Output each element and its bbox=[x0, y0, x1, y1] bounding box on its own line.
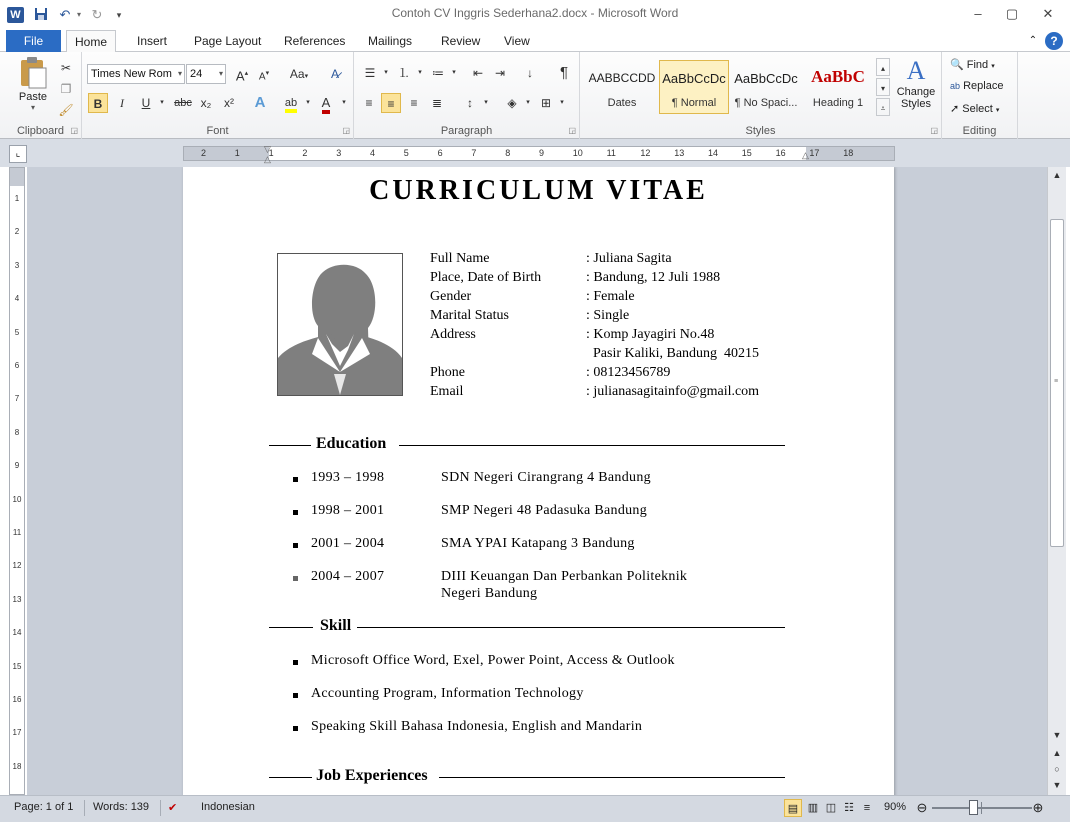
vertical-ruler-number: 11 bbox=[12, 528, 22, 537]
select-button[interactable]: ➚ Select ▾ bbox=[950, 103, 1000, 115]
info-label: Place, Date of Birth bbox=[430, 270, 542, 285]
vertical-ruler-number: 15 bbox=[12, 661, 22, 671]
undo-icon[interactable]: ↶ bbox=[59, 7, 71, 22]
bullet-icon bbox=[293, 576, 298, 581]
web-layout-icon[interactable]: ◫ bbox=[825, 802, 837, 814]
font-family-value: Times New Rom bbox=[91, 68, 172, 80]
style-heading-1[interactable] bbox=[803, 60, 873, 114]
text-effects-icon[interactable]: A bbox=[254, 94, 266, 111]
change-styles-label: Change Styles bbox=[896, 86, 936, 110]
tab-mailings[interactable]: Mailings bbox=[368, 34, 413, 48]
vertical-ruler-number: 7 bbox=[14, 394, 20, 404]
italic-button[interactable]: I bbox=[120, 96, 124, 110]
borders-icon[interactable]: ⊞ bbox=[540, 96, 552, 110]
education-section-header bbox=[269, 435, 785, 455]
section-rule bbox=[269, 445, 311, 446]
vertical-ruler-number: 4 bbox=[14, 294, 20, 304]
copy-icon[interactable]: ❐ bbox=[60, 82, 72, 96]
zoom-in-icon[interactable]: ⊕ bbox=[1032, 800, 1044, 815]
ribbon-tabs bbox=[0, 30, 1070, 52]
scroll-up-icon[interactable]: ▲ bbox=[1052, 170, 1062, 180]
replace-button[interactable] bbox=[950, 80, 1003, 92]
ruler-area bbox=[0, 139, 1070, 167]
info-value: : julianasagitainfo@gmail.com bbox=[586, 384, 760, 399]
bullet-icon bbox=[293, 693, 298, 698]
skill-text: Speaking Skill Bahasa Indonesia, English and Mandarin bbox=[311, 719, 643, 734]
tab-references[interactable]: References bbox=[284, 34, 346, 48]
underline-button[interactable]: U bbox=[141, 96, 151, 110]
font-family-combo[interactable] bbox=[87, 64, 185, 84]
chevron-down-icon: ▾ bbox=[177, 69, 182, 78]
paragraph-group-label: Paragraph bbox=[440, 125, 493, 137]
ruler-number: 11 bbox=[606, 148, 616, 158]
tab-review[interactable]: Review bbox=[441, 34, 481, 48]
education-years: 2004 – 2007 bbox=[311, 569, 385, 584]
tab-insert[interactable]: Insert bbox=[137, 34, 168, 48]
tab-page-layout[interactable]: Page Layout bbox=[194, 34, 262, 48]
minimize-ribbon-icon[interactable]: ⌃ bbox=[1028, 35, 1038, 46]
customize-qat-icon[interactable]: ▾ bbox=[116, 10, 122, 20]
tab-view[interactable]: View bbox=[504, 34, 530, 48]
grow-font-button[interactable]: A▴ bbox=[235, 68, 249, 84]
shrink-font-button[interactable]: A▾ bbox=[258, 70, 270, 83]
info-value: Pasir Kaliki, Bandung 40215 bbox=[586, 346, 760, 361]
paste-button[interactable] bbox=[14, 56, 52, 116]
shading-icon[interactable]: ◈ bbox=[507, 96, 517, 110]
vertical-ruler-number: 6 bbox=[14, 361, 20, 370]
highlight-dropdown-icon[interactable]: ▾ bbox=[306, 99, 310, 106]
info-label: Gender bbox=[430, 289, 472, 304]
vertical-ruler-number: 13 bbox=[12, 594, 22, 604]
education-school-line-2: Negeri Bandung bbox=[441, 586, 538, 601]
full-screen-reading-icon[interactable]: ▥ bbox=[807, 802, 819, 814]
info-value: : Female bbox=[586, 289, 635, 304]
vertical-ruler-number: 8 bbox=[14, 427, 20, 437]
paste-icon bbox=[18, 56, 48, 90]
highlight-icon[interactable]: ab bbox=[281, 93, 301, 113]
ruler-number: 5 bbox=[403, 148, 409, 158]
redo-icon[interactable]: ↻ bbox=[91, 7, 103, 22]
shrink-font-icon: A bbox=[258, 71, 266, 83]
change-case-icon: Aa bbox=[289, 67, 305, 81]
first-line-indent-marker[interactable]: ▽ bbox=[264, 144, 271, 154]
align-right-icon[interactable]: ≡ bbox=[410, 96, 418, 110]
section-rule bbox=[269, 777, 312, 778]
styles-group bbox=[580, 52, 942, 139]
replace-icon: ab bbox=[950, 81, 961, 91]
change-styles-button[interactable] bbox=[893, 56, 939, 120]
window-title: Contoh CV Inggris Sederhana2.docx - Microsoft Word bbox=[391, 6, 679, 20]
font-size-combo[interactable] bbox=[186, 64, 226, 84]
ruler-number: 10 bbox=[572, 148, 583, 158]
paragraph-group bbox=[354, 52, 580, 139]
right-indent-marker[interactable]: △ bbox=[802, 150, 809, 160]
bullet-icon bbox=[293, 543, 298, 548]
align-center-icon[interactable]: ≡ bbox=[381, 93, 401, 113]
strikethrough-button[interactable]: abc bbox=[174, 97, 192, 109]
undo-dropdown-icon[interactable]: ▾ bbox=[76, 10, 81, 19]
section-rule bbox=[439, 777, 785, 778]
ruler-number: 1 bbox=[234, 148, 240, 158]
draft-icon[interactable]: ≡ bbox=[863, 802, 871, 814]
vertical-ruler-number: 5 bbox=[14, 327, 20, 337]
font-color-icon[interactable]: A bbox=[316, 93, 336, 113]
education-school: SDN Negeri Cirangrang 4 Bandung bbox=[441, 470, 651, 485]
title-bar bbox=[0, 0, 1070, 30]
styles-more-icon[interactable]: ⩡ bbox=[876, 98, 890, 116]
styles-scroll-down-icon[interactable]: ▾ bbox=[876, 78, 890, 96]
vertical-ruler-number: 12 bbox=[12, 561, 22, 571]
ruler-number: 7 bbox=[471, 148, 477, 158]
numbering-icon[interactable]: ⒈ bbox=[397, 66, 410, 80]
borders-dropdown-icon[interactable]: ▾ bbox=[560, 99, 564, 106]
vertical-ruler-number: 18 bbox=[12, 761, 22, 771]
bullets-icon[interactable]: ☰ bbox=[364, 66, 376, 80]
skill-text: Microsoft Office Word, Exel, Power Point, Access & Outlook bbox=[311, 653, 675, 668]
justify-icon[interactable]: ≣ bbox=[431, 96, 443, 110]
chevron-down-icon: ▾ bbox=[218, 69, 223, 78]
vertical-ruler-numbers bbox=[10, 168, 24, 794]
superscript-button[interactable]: x² bbox=[224, 96, 234, 110]
numbering-dropdown-icon[interactable]: ▾ bbox=[418, 69, 422, 76]
editing-group bbox=[942, 52, 1018, 139]
vertical-scrollbar[interactable] bbox=[1047, 167, 1066, 795]
ruler-number: 6 bbox=[437, 148, 443, 158]
tab-home[interactable]: Home bbox=[66, 30, 116, 53]
style-heading-1-sample: AaBbC bbox=[811, 67, 865, 86]
font-group bbox=[82, 52, 354, 139]
bullet-icon bbox=[293, 660, 298, 665]
document-area[interactable] bbox=[27, 167, 1047, 795]
hanging-indent-marker[interactable]: △ bbox=[264, 154, 271, 164]
maximize-button[interactable]: ▢ bbox=[1005, 6, 1019, 21]
style-dates-name: Dates bbox=[607, 97, 637, 109]
underline-dropdown-icon[interactable]: ▾ bbox=[160, 99, 164, 106]
bullet-icon bbox=[293, 510, 298, 515]
person-silhouette-icon bbox=[278, 254, 402, 395]
change-case-button[interactable]: Aa▾ bbox=[289, 67, 309, 81]
skill-text: Accounting Program, Information Technology bbox=[311, 686, 584, 701]
info-label: Address bbox=[430, 327, 476, 342]
style-normal-sample: AaBbCcDc bbox=[662, 71, 726, 86]
minimize-button[interactable]: – bbox=[974, 6, 982, 21]
editing-group-label: Editing bbox=[962, 125, 997, 137]
bullets-dropdown-icon[interactable]: ▾ bbox=[384, 69, 388, 76]
education-years: 2001 – 2004 bbox=[311, 536, 385, 551]
job-heading: Job Experiences bbox=[316, 767, 428, 784]
tab-file[interactable]: File bbox=[6, 30, 61, 52]
vertical-ruler-number: 2 bbox=[14, 227, 20, 237]
zoom-slider[interactable] bbox=[932, 807, 1032, 809]
education-years: 1993 – 1998 bbox=[311, 470, 385, 485]
word-count[interactable]: Words: 139 bbox=[93, 801, 150, 813]
education-school: SMA YPAI Katapang 3 Bandung bbox=[441, 536, 635, 551]
zoom-out-icon[interactable]: ⊖ bbox=[916, 800, 928, 815]
change-styles-icon: A bbox=[906, 56, 926, 85]
info-value: : Bandung, 12 Juli 1988 bbox=[586, 270, 721, 285]
print-layout-icon[interactable]: ▤ bbox=[784, 799, 802, 817]
section-rule bbox=[269, 627, 313, 628]
clipboard-launcher-icon[interactable]: ◲ bbox=[70, 126, 78, 135]
font-color-dropdown-icon[interactable]: ▾ bbox=[342, 99, 346, 106]
style-no-spacing-sample: AaBbCcDc bbox=[734, 71, 798, 86]
ruler-number: 14 bbox=[708, 148, 719, 158]
skill-heading: Skill bbox=[320, 617, 352, 634]
status-separator bbox=[160, 800, 161, 816]
info-label: Phone bbox=[430, 365, 465, 380]
style-dates-sample: AABBCCDD bbox=[588, 71, 656, 85]
paste-label: Paste bbox=[18, 91, 48, 103]
info-label: Full Name bbox=[430, 251, 490, 266]
cv-title: CURRICULUM VITAE bbox=[369, 175, 708, 206]
previous-page-icon[interactable]: ▲ bbox=[1052, 748, 1062, 758]
cursor-icon: ➚ bbox=[950, 103, 960, 115]
tab-selector-button[interactable]: ⌞ bbox=[9, 145, 27, 163]
clipboard-group bbox=[0, 52, 82, 139]
multilevel-dropdown-icon[interactable]: ▾ bbox=[452, 69, 456, 76]
status-bar bbox=[0, 795, 1070, 822]
vertical-ruler-number: 17 bbox=[12, 728, 22, 738]
document-page[interactable] bbox=[183, 167, 894, 795]
info-value: : Komp Jayagiri No.48 bbox=[586, 327, 715, 342]
format-painter-icon[interactable]: 🖌 bbox=[58, 103, 74, 117]
ruler-number: 16 bbox=[775, 148, 786, 158]
language[interactable]: Indonesian bbox=[201, 801, 255, 813]
font-launcher-icon[interactable]: ◲ bbox=[342, 126, 350, 135]
bullet-icon bbox=[293, 726, 298, 731]
vertical-ruler-number: 14 bbox=[12, 628, 22, 638]
horizontal-ruler[interactable] bbox=[183, 144, 895, 164]
zoom-level[interactable]: 90% bbox=[884, 801, 907, 813]
cut-icon[interactable]: ✂ bbox=[60, 61, 72, 75]
grip-icon: ≡ bbox=[1054, 378, 1059, 385]
styles-scroll-up-icon[interactable]: ▴ bbox=[876, 58, 890, 76]
decrease-indent-icon[interactable]: ⇤ bbox=[472, 66, 484, 80]
vertical-ruler-number: 1 bbox=[14, 194, 20, 203]
info-value: : Single bbox=[586, 308, 630, 323]
style-heading-1-name: Heading 1 bbox=[812, 97, 864, 109]
ruler-number: 2 bbox=[302, 148, 308, 158]
education-heading: Education bbox=[316, 435, 387, 452]
find-button[interactable]: 🔍 Find ▾ bbox=[950, 59, 995, 71]
ribbon bbox=[0, 52, 1070, 139]
sort-icon[interactable]: ↓ bbox=[527, 66, 533, 80]
close-button[interactable]: ✕ bbox=[1042, 6, 1054, 21]
select-label: Select bbox=[962, 103, 993, 115]
show-formatting-icon[interactable]: ¶ bbox=[559, 64, 569, 81]
outline-icon[interactable]: ☷ bbox=[844, 802, 854, 814]
vertical-ruler-number: 9 bbox=[14, 461, 20, 471]
help-icon[interactable]: ? bbox=[1045, 32, 1063, 50]
scroll-down-icon[interactable]: ▼ bbox=[1052, 730, 1062, 740]
job-section-header bbox=[269, 767, 785, 787]
ruler-number: 15 bbox=[741, 148, 752, 158]
clipboard-group-label: Clipboard bbox=[16, 125, 65, 137]
shading-dropdown-icon[interactable]: ▾ bbox=[526, 99, 530, 106]
ruler-number: 1 bbox=[268, 148, 274, 158]
style-dates[interactable] bbox=[587, 60, 657, 114]
style-no-spacing-name: ¶ No Spaci... bbox=[734, 97, 798, 109]
next-page-icon[interactable]: ▼ bbox=[1052, 780, 1062, 790]
multilevel-list-icon[interactable]: ≔ bbox=[432, 66, 444, 80]
find-icon: 🔍 bbox=[950, 59, 964, 71]
font-size-value: 24 bbox=[190, 68, 203, 80]
ruler-number: 13 bbox=[674, 148, 685, 158]
bold-button[interactable]: B bbox=[88, 93, 108, 113]
info-value: : 08123456789 bbox=[586, 365, 671, 380]
ruler-number: 17 bbox=[809, 148, 820, 158]
find-label: Find bbox=[966, 59, 989, 71]
font-group-label: Font bbox=[206, 125, 229, 137]
section-rule bbox=[357, 627, 785, 628]
ruler-number: 12 bbox=[640, 148, 651, 158]
skill-section-header bbox=[269, 617, 785, 637]
profile-photo[interactable] bbox=[277, 253, 403, 396]
ruler-number: 2 bbox=[201, 148, 207, 158]
ruler-numbers bbox=[184, 147, 894, 160]
vertical-ruler[interactable] bbox=[9, 167, 25, 795]
grow-font-icon: A bbox=[235, 68, 245, 84]
zoom-slider-thumb[interactable] bbox=[969, 800, 978, 815]
info-label: Email bbox=[430, 384, 464, 399]
increase-indent-icon[interactable]: ⇥ bbox=[494, 66, 506, 80]
styles-group-label: Styles bbox=[745, 125, 776, 137]
ruler-number: 8 bbox=[505, 148, 511, 158]
paste-dropdown-icon[interactable]: ▾ bbox=[30, 103, 35, 112]
education-years: 1998 – 2001 bbox=[311, 503, 385, 518]
style-normal-name: ¶ Normal bbox=[671, 97, 717, 109]
styles-launcher-icon[interactable]: ◲ bbox=[930, 126, 938, 135]
info-label: Marital Status bbox=[430, 308, 509, 323]
ruler-number: 9 bbox=[539, 148, 545, 158]
page-count[interactable]: Page: 1 of 1 bbox=[14, 801, 74, 813]
browse-object-icon[interactable]: ○ bbox=[1054, 764, 1060, 774]
word-app-icon[interactable]: W bbox=[7, 7, 24, 23]
subscript-button[interactable]: x₂ bbox=[200, 96, 212, 110]
style-no-spacing[interactable] bbox=[731, 60, 801, 114]
proofing-icon[interactable]: ✔ bbox=[168, 802, 178, 814]
education-school: SMP Negeri 48 Padasuka Bandung bbox=[441, 503, 648, 518]
vertical-ruler-number: 16 bbox=[12, 695, 22, 704]
bullet-icon bbox=[293, 477, 298, 482]
vertical-ruler-number: 10 bbox=[12, 494, 22, 504]
scrollbar-thumb[interactable] bbox=[1050, 219, 1064, 547]
align-left-icon[interactable]: ≡ bbox=[365, 96, 373, 110]
status-separator bbox=[84, 800, 85, 816]
education-school: DIII Keuangan Dan Perbankan Politeknik bbox=[441, 569, 688, 584]
replace-label: Replace bbox=[963, 80, 1004, 92]
ruler-number: 3 bbox=[336, 148, 342, 158]
style-normal[interactable] bbox=[659, 60, 729, 114]
line-spacing-icon[interactable]: ↕ bbox=[467, 96, 473, 110]
info-value: : Juliana Sagita bbox=[586, 251, 672, 266]
paragraph-launcher-icon[interactable]: ◲ bbox=[568, 126, 576, 135]
section-rule bbox=[399, 445, 785, 446]
zoom-center-mark bbox=[981, 802, 982, 814]
ruler-number: 18 bbox=[843, 148, 854, 158]
clear-formatting-icon[interactable]: A̷ bbox=[330, 67, 339, 81]
vertical-ruler-number: 3 bbox=[14, 260, 20, 270]
ruler-number: 4 bbox=[370, 148, 376, 158]
line-spacing-dropdown-icon[interactable]: ▾ bbox=[484, 99, 488, 106]
